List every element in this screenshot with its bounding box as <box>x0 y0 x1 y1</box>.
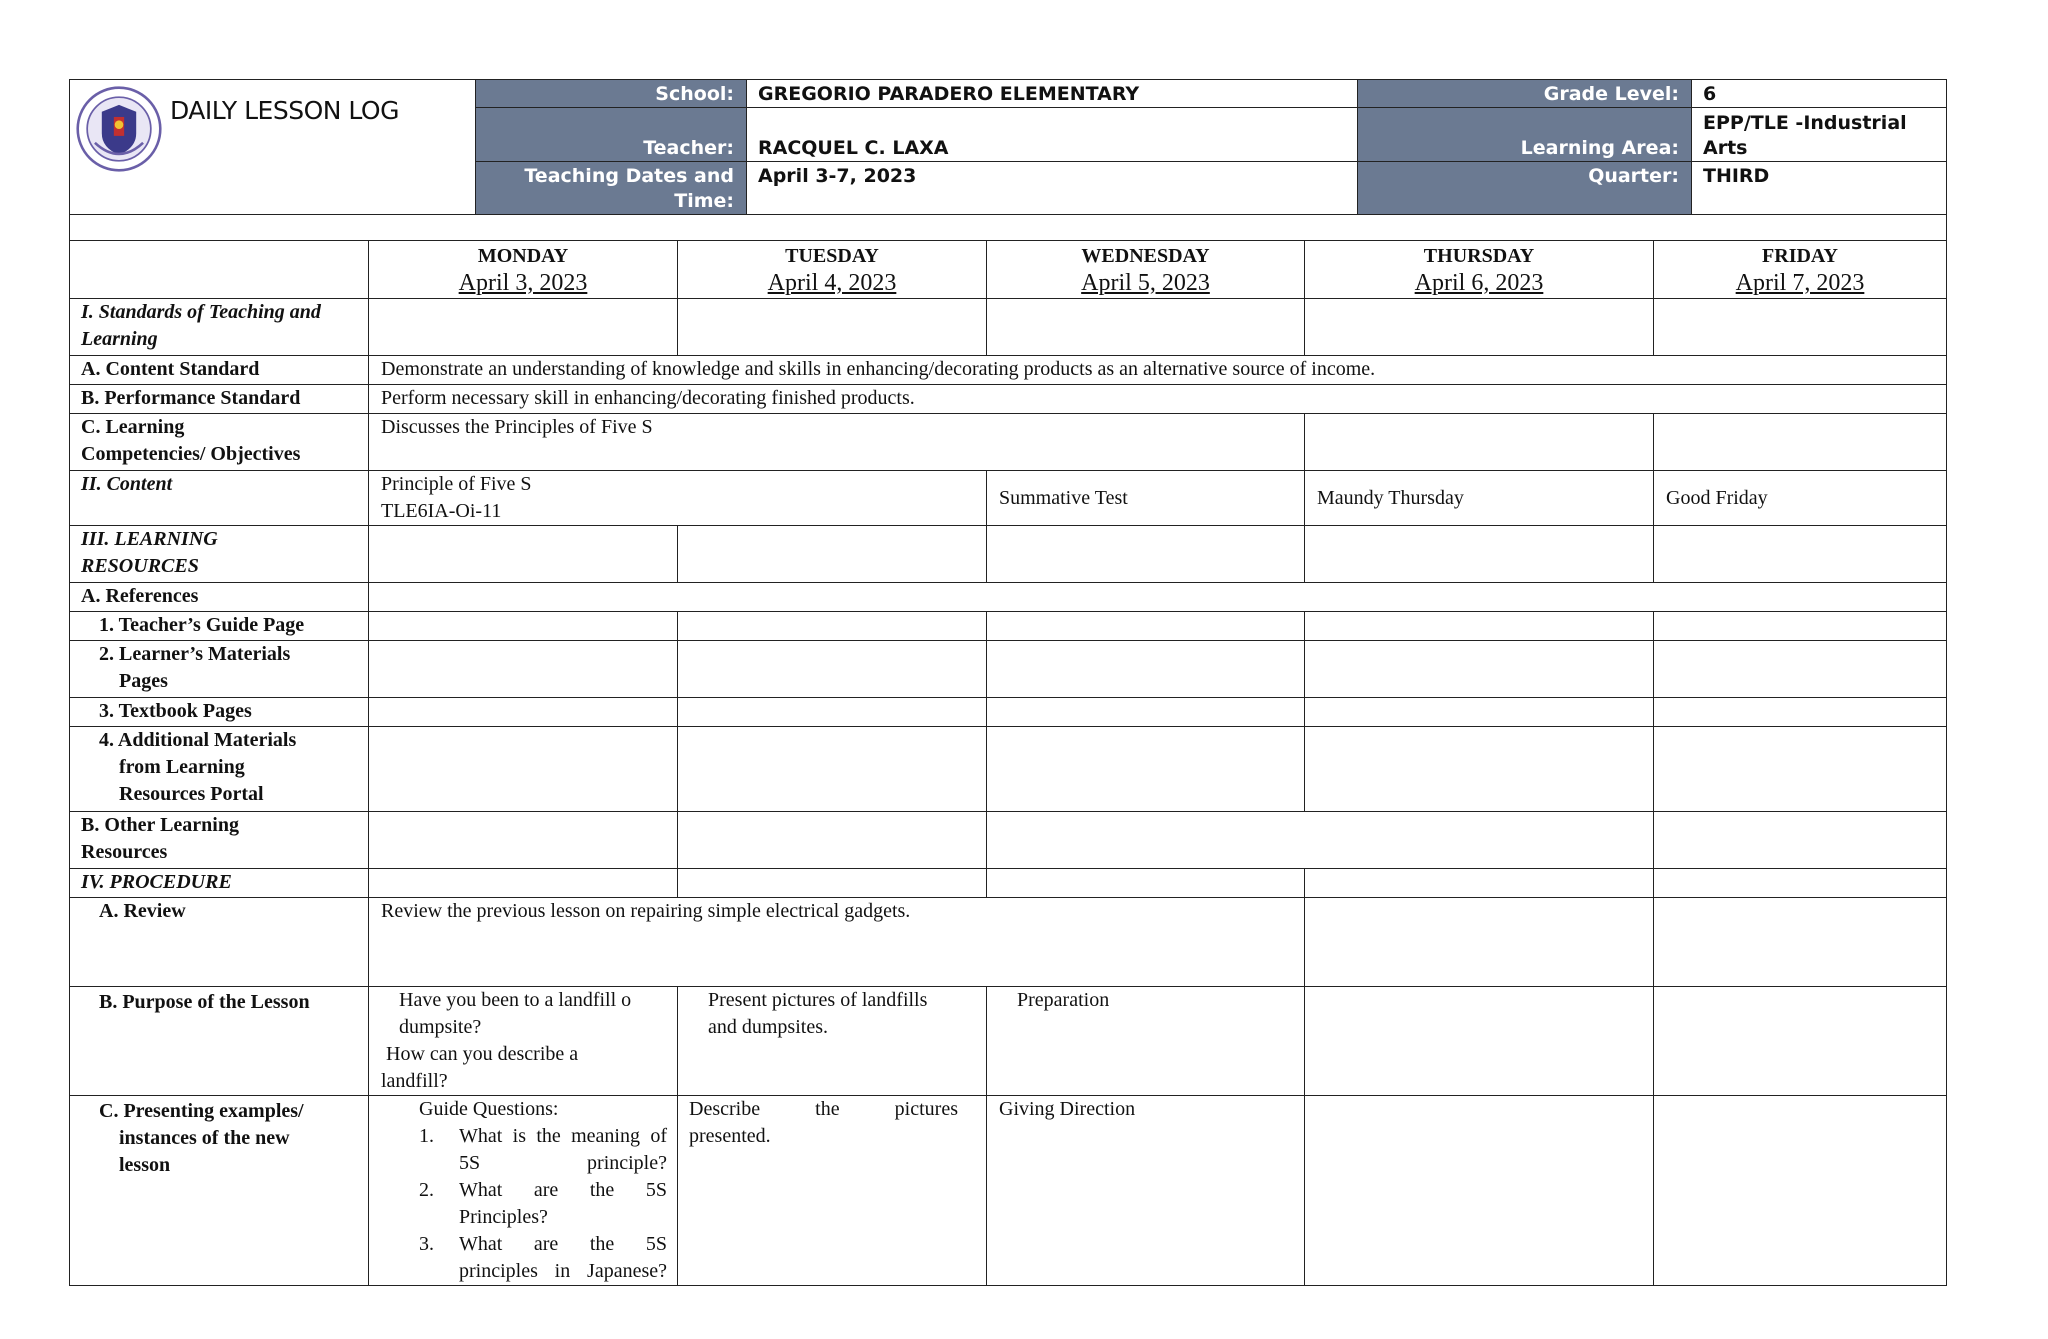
other-resources-line-2: Resources <box>81 841 168 863</box>
competencies-label-line-2: Competencies/ Objectives <box>81 443 301 465</box>
area-label: Learning Area: <box>1358 108 1692 162</box>
performance-standard-text: Perform necessary skill in enhancing/decorating finished products. <box>369 385 1947 414</box>
teacher-value: RACQUEL C. LAXA <box>747 108 1358 162</box>
references-label: A. References <box>70 583 369 612</box>
purpose-monday <box>369 987 678 1096</box>
list-item: 3. What are the 5S principles in Japanese? <box>419 1233 667 1282</box>
table-row <box>70 612 1947 641</box>
grade-label: Grade Level: <box>1358 80 1692 108</box>
review-text: Review the previous lesson on repairing simple electrical gadgets. <box>369 898 1305 987</box>
dates-label-line-2: Time: <box>674 190 734 212</box>
table-row <box>70 987 1947 1096</box>
table-row <box>70 698 1947 727</box>
table-row <box>70 583 1947 612</box>
table-row <box>70 299 1947 356</box>
teacher-label: Teacher: <box>476 108 747 162</box>
table-row <box>70 727 1947 812</box>
table-row <box>70 414 1947 471</box>
list-item: 2. What are the 5S Principles? <box>419 1179 667 1228</box>
table-row <box>70 356 1947 385</box>
other-resources-line-1: B. Other Learning <box>81 814 239 836</box>
competencies-label-line-1: C. Learning <box>81 416 185 438</box>
header-table <box>69 79 1947 241</box>
area-line-2: Arts <box>1703 137 1748 159</box>
date-thursday: April 6, 2023 <box>1414 270 1544 296</box>
document-title: DAILY LESSON LOG <box>170 96 399 125</box>
table-row <box>70 898 1947 987</box>
table-row <box>70 812 1947 869</box>
table-row <box>70 526 1947 583</box>
lesson-grid <box>69 240 1947 1286</box>
presenting-tuesday-line-2: presented. <box>689 1125 771 1147</box>
date-tuesday: April 4, 2023 <box>767 270 897 296</box>
review-label: A. Review <box>70 898 369 987</box>
day-friday: FRIDAY April 7, 2023 <box>1654 241 1947 299</box>
competencies-label <box>70 414 369 471</box>
content-monday <box>369 471 987 526</box>
standards-label: I. Standards of Teaching and Learning <box>70 299 369 356</box>
date-monday: April 3, 2023 <box>458 270 588 296</box>
dates-label <box>476 162 747 215</box>
table-row <box>70 869 1947 898</box>
school-value: GREGORIO PARADERO ELEMENTARY <box>747 80 1358 108</box>
area-line-1: EPP/TLE -Industrial <box>1703 112 1907 134</box>
content-wednesday: Summative Test <box>987 471 1305 526</box>
purpose-monday-line-4: landfill? <box>381 1070 448 1092</box>
content-monday-line-2: TLE6IA-Oi-11 <box>381 500 502 522</box>
purpose-wednesday: Preparation <box>987 987 1305 1096</box>
additional-line-2: from Learning <box>119 756 245 778</box>
presenting-line-2: instances of the new <box>119 1127 290 1149</box>
content-friday: Good Friday <box>1654 471 1947 526</box>
table-row <box>70 471 1947 526</box>
quarter-label: Quarter: <box>1358 162 1692 215</box>
area-value <box>1692 108 1947 162</box>
quarter-value: THIRD <box>1692 162 1947 215</box>
day-monday: MONDAY April 3, 2023 <box>369 241 678 299</box>
presenting-monday <box>369 1096 678 1286</box>
day-wednesday: WEDNESDAY April 5, 2023 <box>987 241 1305 299</box>
presenting-line-1: C. Presenting examples/ <box>99 1100 304 1122</box>
purpose-tuesday-line-2: and dumpsites. <box>708 1016 828 1038</box>
presenting-tuesday-line-1: Describe the pictures <box>689 1098 958 1120</box>
content-standard-label: A. Content Standard <box>70 356 369 385</box>
date-wednesday: April 5, 2023 <box>1081 270 1210 296</box>
guide-questions-title: Guide Questions: <box>419 1098 559 1120</box>
learners-materials-line-2: Pages <box>119 670 168 692</box>
purpose-monday-line-1: Have you been to a landfill o <box>399 989 632 1011</box>
purpose-monday-line-3: How can you describe a <box>386 1043 579 1065</box>
competencies-text: Discusses the Principles of Five S <box>369 414 1305 471</box>
dates-label-line-1: Teaching Dates and <box>524 165 734 187</box>
learners-materials-line-1: 2. Learner’s Materials <box>99 643 291 665</box>
content-monday-line-1: Principle of Five S <box>381 473 532 495</box>
learners-materials-label <box>70 641 369 698</box>
presenting-tuesday <box>678 1096 987 1286</box>
resources-label-line-1: III. LEARNING <box>81 528 218 550</box>
other-resources-label <box>70 812 369 869</box>
table-row <box>70 641 1947 698</box>
days-row-label <box>70 241 369 299</box>
additional-materials-label <box>70 727 369 812</box>
resources-label-line-2: RESOURCES <box>81 555 199 577</box>
content-standard-text: Demonstrate an understanding of knowledge and skills in enhancing/decorating products as an alternative source of income. <box>369 356 1947 385</box>
textbook-label: 3. Textbook Pages <box>70 698 369 727</box>
presenting-wednesday: Giving Direction <box>987 1096 1305 1286</box>
school-label: School: <box>476 80 747 108</box>
dates-value: April 3-7, 2023 <box>747 162 1358 215</box>
table-row <box>70 1096 1947 1286</box>
additional-line-3: Resources Portal <box>119 783 264 805</box>
guide-questions-list <box>381 1123 667 1285</box>
grade-value: 6 <box>1692 80 1947 108</box>
days-row <box>70 241 1947 299</box>
additional-line-1: 4. Additional Materials <box>99 729 297 751</box>
purpose-label: B. Purpose of the Lesson <box>70 987 369 1096</box>
logo-cell <box>70 80 476 215</box>
date-friday: April 7, 2023 <box>1735 270 1865 296</box>
day-thursday: THURSDAY April 6, 2023 <box>1305 241 1654 299</box>
purpose-tuesday-line-1: Present pictures of landfills <box>708 989 928 1011</box>
teachers-guide-label: 1. Teacher’s Guide Page <box>70 612 369 641</box>
presenting-label <box>70 1096 369 1286</box>
presenting-line-3: lesson <box>119 1154 171 1176</box>
list-item: 1. What is the meaning of 5S principle? <box>419 1125 667 1174</box>
performance-standard-label: B. Performance Standard <box>70 385 369 414</box>
lesson-log-page <box>69 79 1946 1286</box>
content-label: II. Content <box>70 471 369 526</box>
table-row <box>70 385 1947 414</box>
day-tuesday: TUESDAY April 4, 2023 <box>678 241 987 299</box>
purpose-monday-line-2: dumpsite? <box>399 1016 482 1038</box>
content-thursday: Maundy Thursday <box>1305 471 1654 526</box>
spacer-row <box>70 215 1947 241</box>
procedure-label: IV. PROCEDURE <box>70 869 369 898</box>
resources-label <box>70 526 369 583</box>
deped-seal-icon <box>76 86 162 172</box>
purpose-tuesday <box>678 987 987 1096</box>
